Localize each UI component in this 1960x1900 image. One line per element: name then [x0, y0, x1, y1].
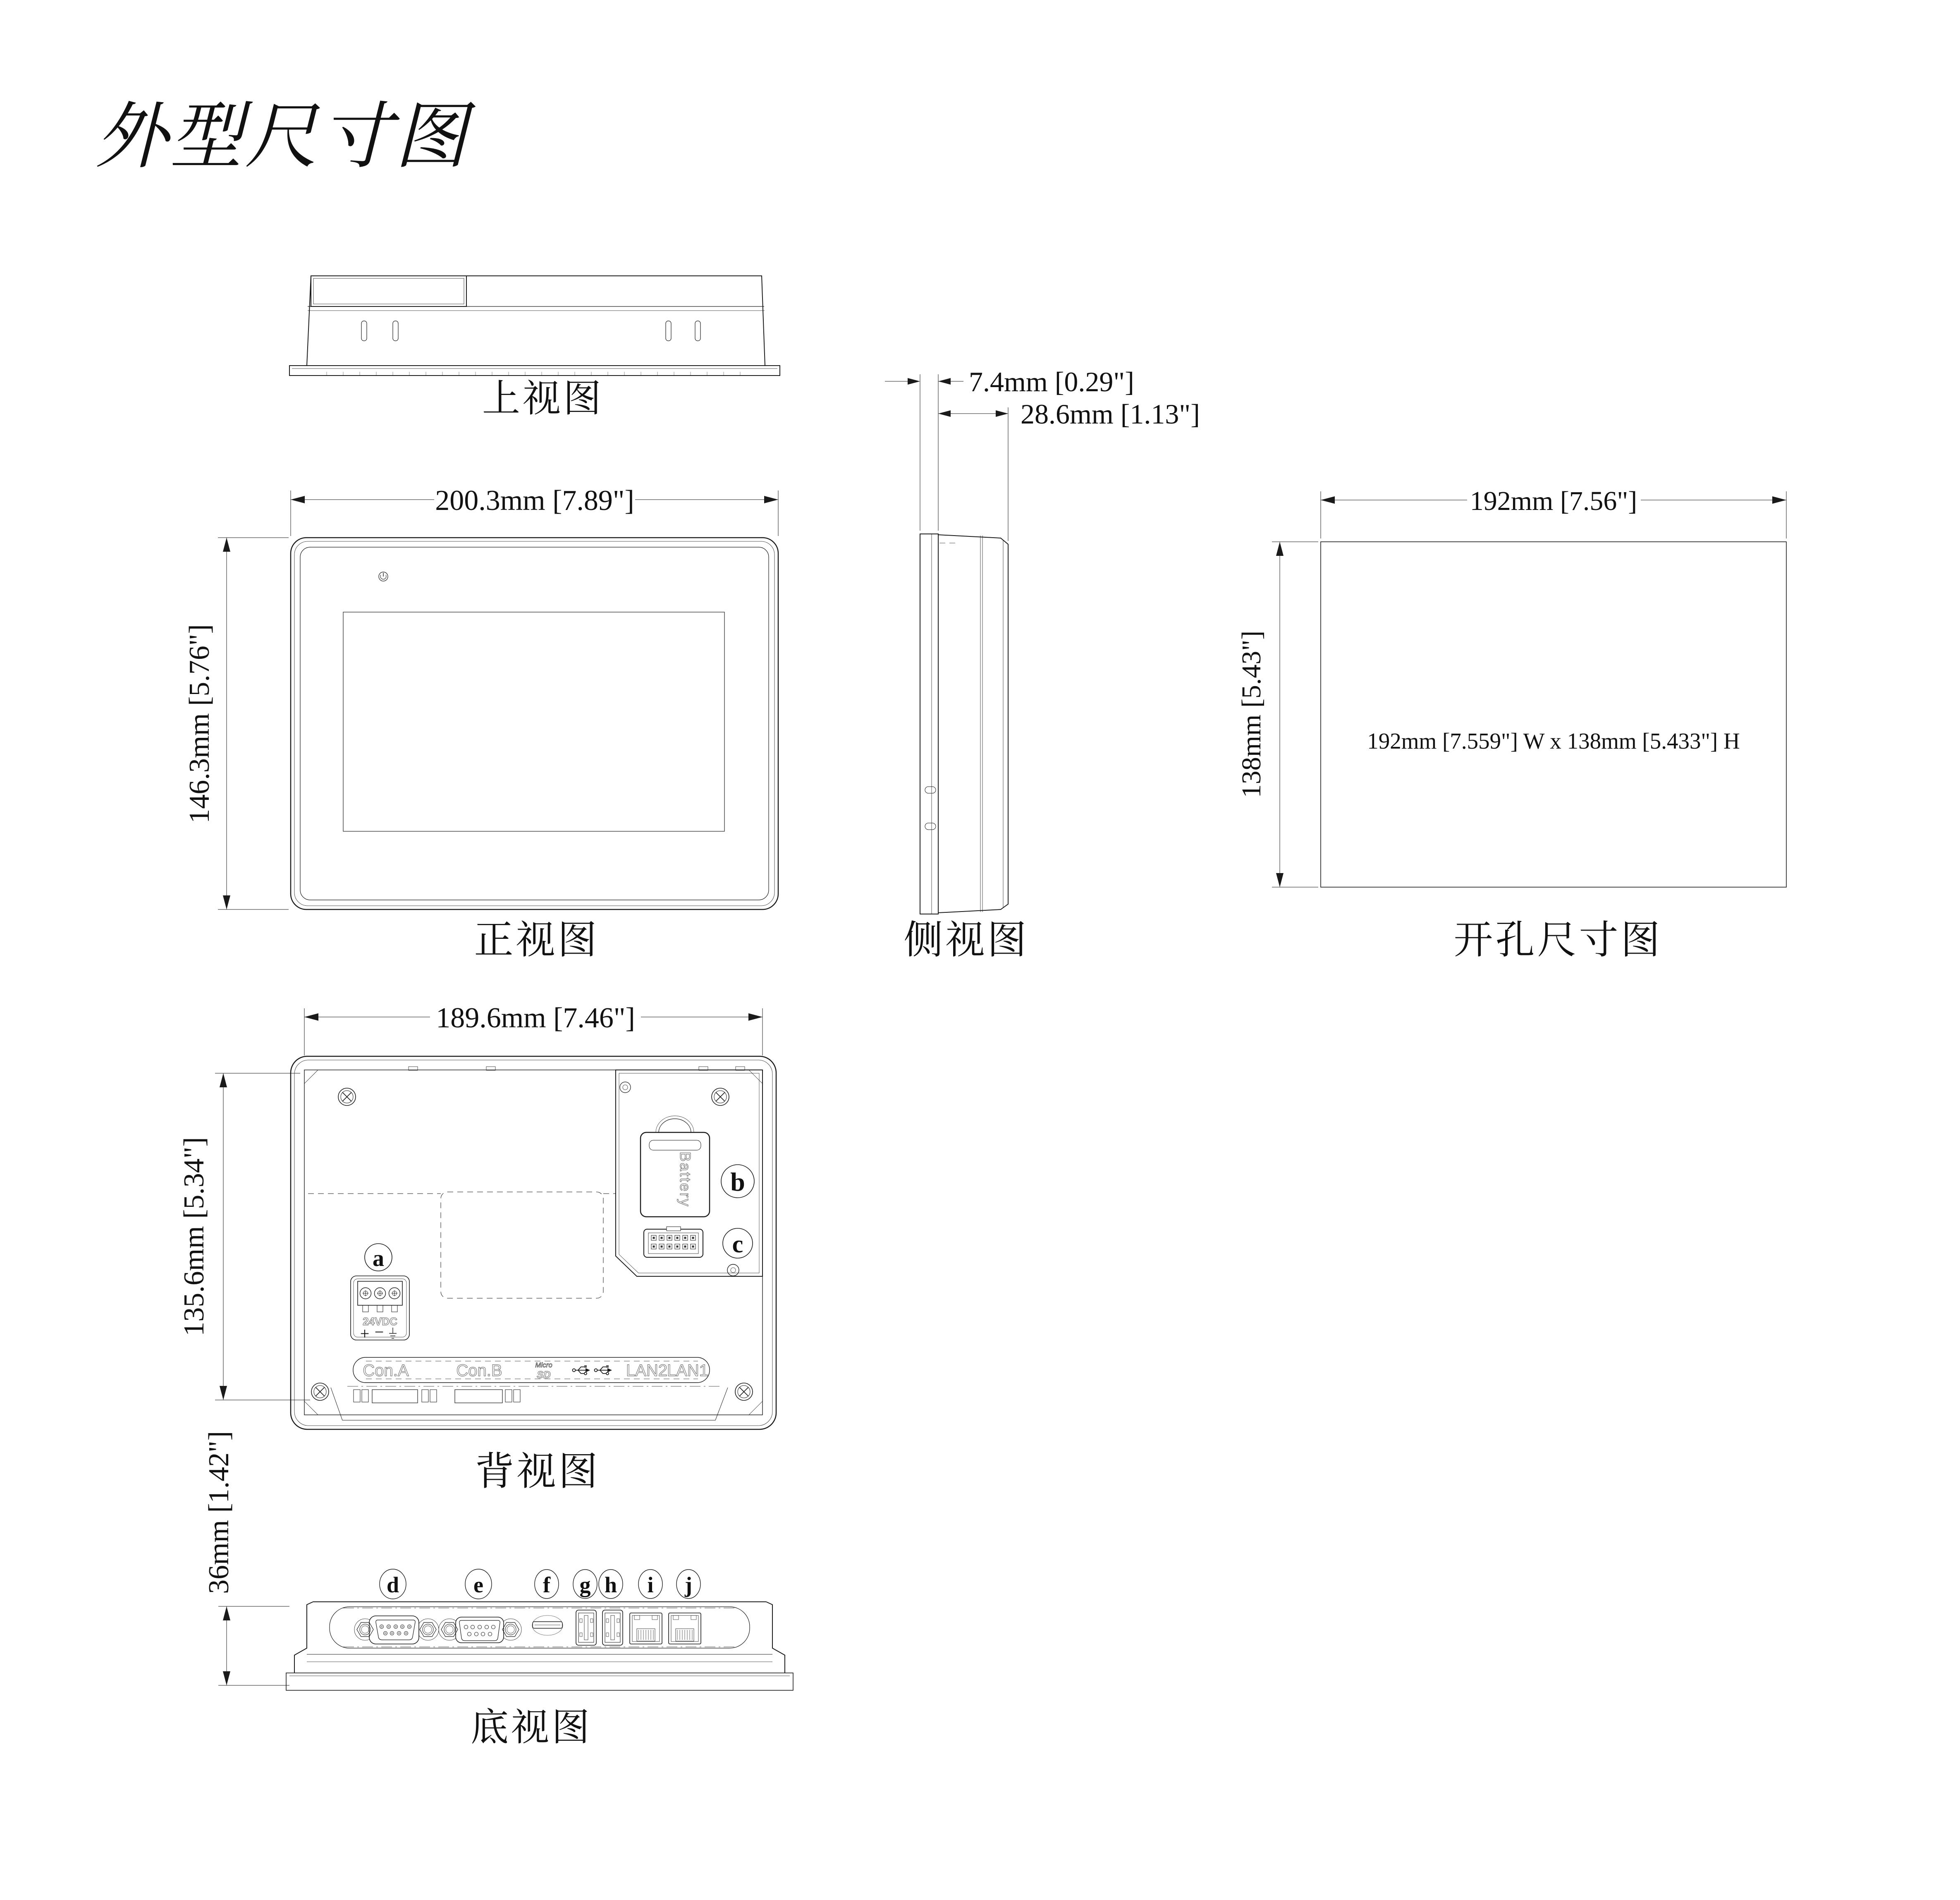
side-view-label: 侧视图 — [904, 918, 1029, 962]
terminal-screw-icon — [360, 1288, 371, 1299]
usb-port — [602, 1610, 623, 1645]
bottom-height-text: 36mm [1.42"] — [203, 1431, 235, 1594]
front-width-dimension — [291, 481, 778, 536]
usb-port — [576, 1610, 596, 1645]
page-title: 外型尺寸图 — [95, 97, 469, 177]
callout-h — [599, 1570, 623, 1598]
callout-j — [676, 1570, 700, 1598]
callout-b — [721, 1165, 754, 1198]
callout-e-letter: e — [473, 1572, 483, 1597]
port-label-con-a: Con.A — [363, 1362, 409, 1380]
side-depth-dimension — [938, 398, 1200, 541]
port-label-strip — [353, 1357, 710, 1383]
terminal-screw-icon — [375, 1288, 386, 1299]
front-view — [184, 481, 778, 962]
phillips-screw-icon — [735, 1383, 753, 1400]
screw-hole-icon — [620, 1082, 631, 1093]
cutout-view-label: 开孔尺寸图 — [1453, 918, 1663, 962]
battery-label: Battery — [677, 1151, 694, 1208]
port-label-lan1: LAN1 — [667, 1362, 709, 1380]
port-label-con-b: Con.B — [456, 1362, 502, 1380]
callout-b-letter: b — [730, 1167, 745, 1196]
front-view-label: 正视图 — [474, 918, 600, 962]
side-view — [885, 366, 1200, 962]
front-width-text: 200.3mm [7.89"] — [435, 485, 634, 517]
rear-width-text: 189.6mm [7.46"] — [436, 1002, 635, 1034]
microsd-sd-text: SD — [537, 1369, 551, 1381]
pin-header-connector — [644, 1227, 703, 1257]
rear-width-dimension — [304, 998, 762, 1055]
ethernet-port — [669, 1613, 701, 1644]
microsd-slot — [532, 1615, 563, 1635]
cutout-rect — [1321, 542, 1786, 887]
phillips-screw-icon — [311, 1383, 329, 1400]
minus-symbol: − — [374, 1323, 384, 1341]
callout-h-letter: h — [604, 1572, 617, 1597]
callout-e — [465, 1569, 492, 1599]
rear-view-label: 背视图 — [475, 1450, 600, 1493]
callout-a-letter: a — [373, 1246, 384, 1271]
db9-serial-port — [439, 1617, 521, 1643]
bottom-callouts — [380, 1569, 700, 1599]
terminal-screw-icon — [389, 1288, 400, 1299]
voltage-label: 24VDC — [363, 1315, 397, 1328]
cutout-view — [1236, 481, 1786, 962]
front-height-dimension — [184, 538, 289, 909]
screw-hole-icon — [727, 1264, 739, 1276]
ethernet-port — [630, 1613, 662, 1644]
bottom-height-dimension — [203, 1431, 289, 1685]
callout-f — [535, 1570, 559, 1598]
phillips-screw-icon — [338, 1088, 356, 1106]
usb-icon — [573, 1365, 590, 1375]
callout-d — [380, 1569, 406, 1599]
power-led-icon — [379, 572, 388, 581]
callout-a — [365, 1244, 392, 1271]
side-thickness-text: 7.4mm [0.29"] — [969, 366, 1134, 397]
callout-f-letter: f — [543, 1572, 550, 1597]
callout-g — [573, 1570, 597, 1598]
callout-c-letter: c — [732, 1230, 743, 1258]
db9-serial-port — [354, 1616, 439, 1644]
callout-g-letter: g — [579, 1572, 591, 1597]
rear-height-text: 135.6mm [5.34"] — [178, 1137, 210, 1336]
ground-icon — [389, 1328, 397, 1338]
callout-i — [638, 1570, 662, 1598]
port-label-lan2: LAN2 — [626, 1362, 668, 1380]
side-depth-text: 28.6mm [1.13"] — [1021, 398, 1200, 430]
front-height-text: 146.3mm [5.76"] — [184, 624, 215, 823]
callout-i-letter: i — [647, 1572, 654, 1597]
cutout-note: 192mm [7.559"] W x 138mm [5.433"] H — [1367, 728, 1740, 754]
power-terminal-block — [351, 1276, 409, 1343]
cutout-width-dimension — [1321, 481, 1786, 538]
bottom-view-label: 底视图 — [470, 1706, 593, 1749]
top-view-label: 上视图 — [482, 378, 604, 420]
callout-j-letter: j — [685, 1572, 692, 1597]
callout-d-letter: d — [386, 1572, 399, 1597]
rear-view — [178, 998, 776, 1493]
usb-icon — [595, 1365, 612, 1375]
screen-area — [343, 612, 724, 831]
microsd-logo-icon — [535, 1361, 552, 1381]
cutout-height-dimension — [1236, 542, 1318, 887]
cutout-height-text: 138mm [5.43"] — [1236, 630, 1267, 798]
top-view — [289, 276, 780, 420]
cutout-width-text: 192mm [7.56"] — [1470, 486, 1637, 516]
microsd-micro-text: Micro — [535, 1361, 552, 1369]
side-vent-slots — [925, 787, 936, 830]
side-thickness-dimension — [885, 366, 1134, 531]
plus-symbol: + — [360, 1324, 370, 1343]
vent-slots — [361, 321, 700, 341]
phillips-screw-icon — [712, 1088, 729, 1106]
mount-dashed-outline — [308, 1192, 616, 1298]
callout-c — [723, 1228, 753, 1258]
battery-compartment — [641, 1116, 710, 1217]
